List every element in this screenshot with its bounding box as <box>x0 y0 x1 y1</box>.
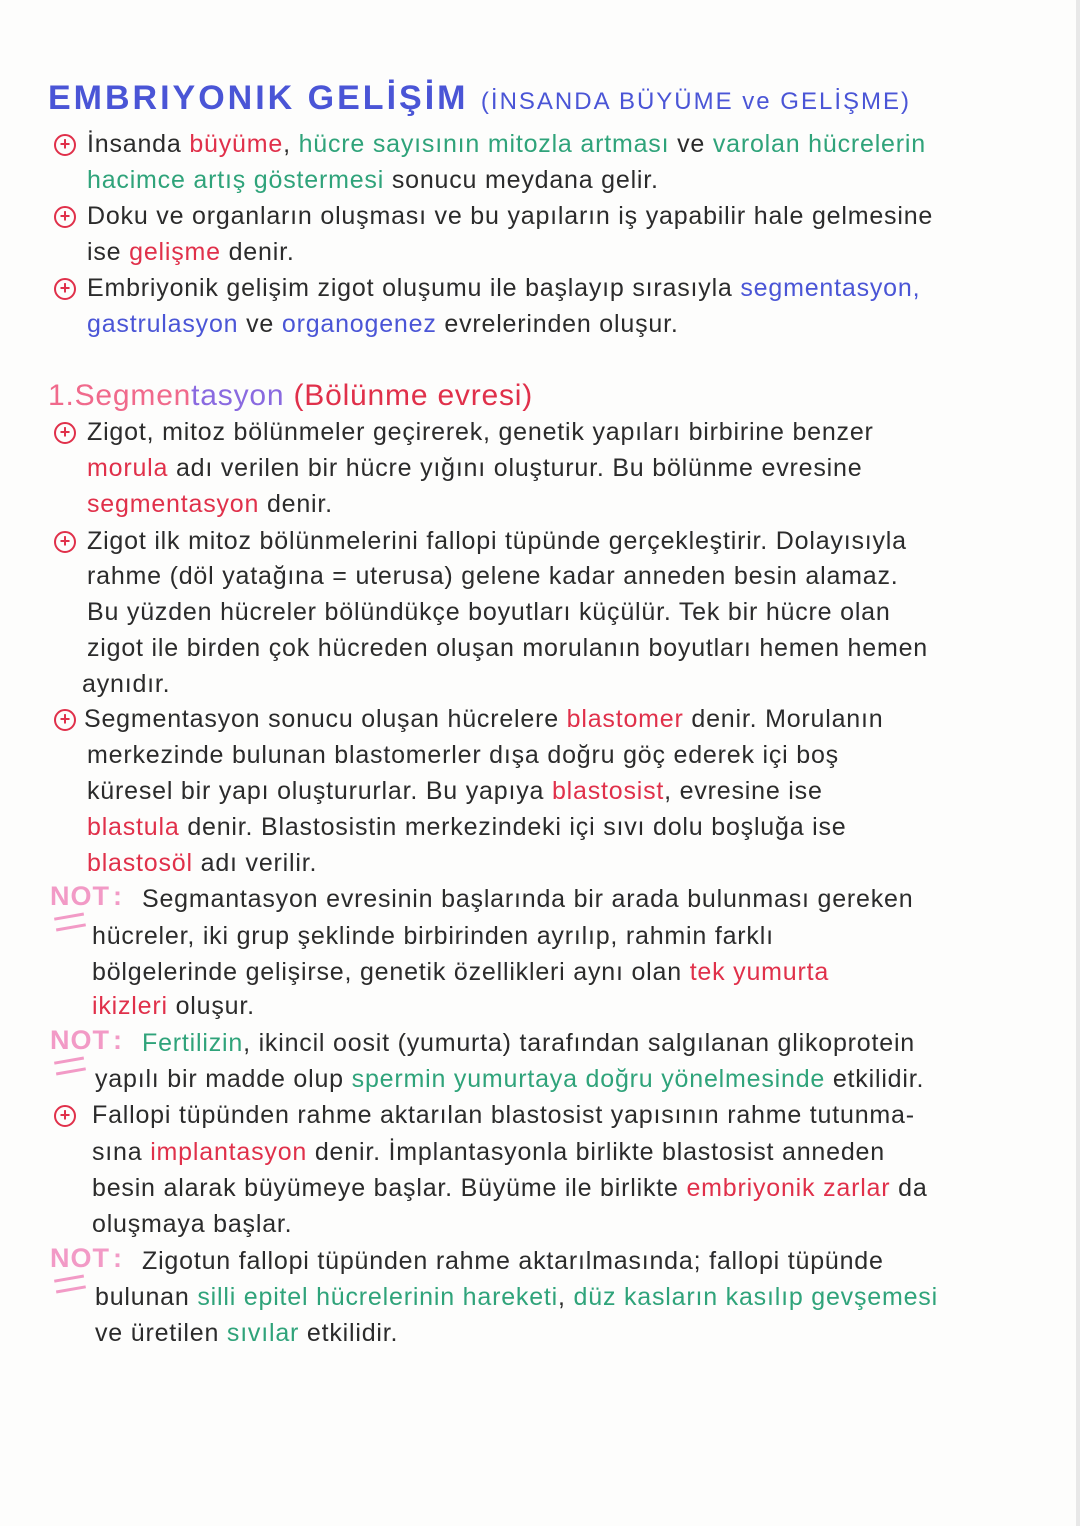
text-line <box>92 1172 928 1204</box>
highlighted-term: EMBRIYONIK GELİŞİM <box>48 79 481 117</box>
text-segment: Zigotun fallopi tüpünden rahme aktarılmasında; fallopi tüpünde <box>142 1247 884 1275</box>
text-segment: evrelerinden oluşur. <box>436 310 679 338</box>
plus-circle-bullet-icon: + <box>54 278 76 300</box>
text-segment: , <box>283 130 299 158</box>
text-line <box>82 668 170 700</box>
text-segment: etkilidir. <box>299 1319 399 1347</box>
note-underline-mark <box>54 913 86 932</box>
highlighted-term: hacimce artış göstermesi <box>87 166 385 194</box>
text-segment: Doku ve organların oluşması ve bu yapıların iş yapabilir hale gelmesine <box>87 202 934 230</box>
text-segment: Bu yüzden hücreler bölündükçe boyutları küçülür. Tek bir hücre olan <box>87 598 891 626</box>
text-segment: besin alarak büyümeye başlar. Büyüme ile birlikte <box>92 1174 687 1202</box>
note-colon: : <box>113 1025 123 1055</box>
text-segment: aynıdır. <box>82 670 171 698</box>
text-line <box>142 1245 884 1277</box>
text-line <box>95 1063 924 1095</box>
text-segment: denir. <box>220 238 295 266</box>
text-line <box>142 1027 915 1059</box>
text-line <box>87 596 891 628</box>
text-segment: da <box>890 1174 928 1202</box>
text-line <box>87 164 659 196</box>
text-segment: küresel bir yapı oluştururlar. Bu yapıya <box>87 777 552 805</box>
text-segment: Zigot, mitoz bölünmeler geçirerek, genetik yapıları birbirine benzer <box>87 418 874 446</box>
highlighted-term: organogenez <box>281 310 437 338</box>
plus-circle-bullet-icon: + <box>54 422 76 444</box>
text-line <box>87 811 847 843</box>
page-edge <box>1076 0 1080 1526</box>
text-line <box>87 128 926 160</box>
page-title <box>48 79 911 118</box>
text-line <box>87 632 928 664</box>
text-segment: ve <box>669 130 713 158</box>
text-segment: Fallopi tüpünden rahme aktarılan blastosist yapısının rahme tutunma- <box>92 1101 915 1129</box>
section-heading <box>48 380 533 412</box>
text-segment: bölgelerinde gelişirse, genetik özellikleri aynı olan <box>92 958 690 986</box>
text-line <box>92 990 255 1022</box>
text-segment: Embriyonik gelişim zigot oluşumu ile başlayıp sırasıyla <box>87 274 741 302</box>
text-segment: , ikincil oosit (yumurta) tarafından salgılanan glikoprotein <box>243 1029 916 1057</box>
text-segment: , evresine ise <box>664 777 823 805</box>
note-label: NOT <box>50 1243 110 1273</box>
text-line <box>87 739 839 771</box>
highlighted-term: 1.Segmen <box>48 379 192 412</box>
plus-circle-bullet-icon: + <box>54 531 76 553</box>
highlighted-term: morula <box>87 454 169 482</box>
text-segment: adı verilen bir hücre yığını oluşturur. Bu bölünme evresine <box>168 454 863 482</box>
highlighted-term: silli epitel hücrelerinin hareketi <box>197 1283 559 1311</box>
highlighted-term: blastula <box>87 813 180 841</box>
text-segment: Segmentasyon sonucu oluşan hücrelere <box>84 705 567 733</box>
text-segment: merkezinde bulunan blastomerler dışa doğru göç ederek içi boş <box>87 741 839 769</box>
text-line <box>87 525 907 557</box>
plus-circle-bullet-icon: + <box>54 709 76 731</box>
text-line <box>87 308 679 340</box>
text-line <box>95 1317 398 1349</box>
text-segment: sına <box>92 1138 151 1166</box>
text-line <box>84 703 883 735</box>
highlighted-term: gastrulasyon <box>87 310 239 338</box>
text-segment: , <box>558 1283 574 1311</box>
highlighted-term: varolan hücrelerin <box>712 130 926 158</box>
highlighted-term: ikizleri <box>92 992 168 1020</box>
plus-circle-bullet-icon: + <box>54 206 76 228</box>
note-label: NOT <box>50 881 110 911</box>
note-colon: : <box>113 1243 123 1273</box>
text-segment: ve üretilen <box>95 1319 227 1347</box>
text-segment: İnsanda <box>87 130 190 158</box>
text-segment: rahme (döl yatağına = uterusa) gelene kadar anneden besin alamaz. <box>87 562 899 590</box>
text-line <box>87 200 933 232</box>
highlighted-term: blastomer <box>566 705 684 733</box>
highlighted-term: spermin yumurtaya doğru yönelmesinde <box>351 1065 826 1093</box>
highlighted-term: (Bölünme evresi) <box>284 379 534 412</box>
text-line <box>95 1281 938 1313</box>
text-segment: oluşmaya başlar. <box>92 1210 293 1238</box>
text-line <box>92 1136 885 1168</box>
text-line <box>92 956 829 988</box>
note-colon: : <box>113 881 123 911</box>
note-label: NOT <box>50 1025 110 1055</box>
highlighted-term: büyüme <box>189 130 284 158</box>
note-underline-mark <box>54 1057 86 1076</box>
text-segment: denir. <box>259 490 333 518</box>
text-line <box>87 272 920 304</box>
text-line <box>92 1208 292 1240</box>
text-line <box>92 920 774 952</box>
highlighted-term: düz kasların kasılıp gevşemesi <box>573 1283 938 1311</box>
text-segment: ise <box>87 238 130 266</box>
highlighted-term: embriyonik zarlar <box>686 1174 891 1202</box>
text-segment: denir. Morulanın <box>683 705 884 733</box>
text-segment: denir. Blastosistin merkezindeki içi sıvı dolu boşluğa ise <box>179 813 847 841</box>
text-line <box>87 236 295 268</box>
text-segment: denir. İmplantasyonla birlikte blastosist anneden <box>307 1138 885 1166</box>
highlighted-term: blastosist <box>551 777 665 805</box>
highlighted-term: hücre sayısının mitozla artması <box>298 130 670 158</box>
highlighted-term: tek yumurta <box>689 958 830 986</box>
highlighted-term: segmentasyon, <box>740 274 921 302</box>
text-segment: oluşur. <box>167 992 255 1020</box>
highlighted-term: implantasyon <box>150 1138 308 1166</box>
text-line <box>142 883 913 915</box>
highlighted-term: gelişme <box>129 238 221 266</box>
highlighted-term: Fertilizin <box>142 1029 244 1057</box>
highlighted-term: segmentasyon <box>87 490 260 518</box>
text-segment: bulunan <box>95 1283 198 1311</box>
highlighted-term: (İNSANDA BÜYÜME ve GELİŞME) <box>480 88 911 115</box>
text-segment: zigot ile birden çok hücreden oluşan morulanın boyutları hemen hemen <box>87 634 928 662</box>
highlighted-term: sıvılar <box>226 1319 300 1347</box>
text-line <box>87 847 317 879</box>
plus-circle-bullet-icon: + <box>54 1105 76 1127</box>
highlighted-term: blastosöl <box>87 849 193 877</box>
text-segment: Zigot ilk mitoz bölünmelerini fallopi tüpünde gerçekleştirir. Dolayısıyla <box>87 527 907 555</box>
text-segment: hücreler, iki grup şeklinde birbirinden ayrılıp, rahmin farklı <box>92 922 774 950</box>
text-line <box>87 560 899 592</box>
text-line <box>87 452 862 484</box>
highlighted-term: tasyon <box>191 379 285 412</box>
text-segment: Segmantasyon evresinin başlarında bir arada bulunması gereken <box>142 885 914 913</box>
text-line <box>87 488 333 520</box>
text-segment: adı verilir. <box>192 849 318 877</box>
text-segment: etkilidir. <box>825 1065 925 1093</box>
text-line <box>87 775 823 807</box>
text-segment: yapılı bir madde olup <box>95 1065 352 1093</box>
text-segment: sonucu meydana gelir. <box>384 166 659 194</box>
text-segment: ve <box>238 310 282 338</box>
plus-circle-bullet-icon: + <box>54 134 76 156</box>
text-line <box>92 1099 915 1131</box>
text-line <box>87 416 874 448</box>
note-underline-mark <box>54 1275 86 1294</box>
